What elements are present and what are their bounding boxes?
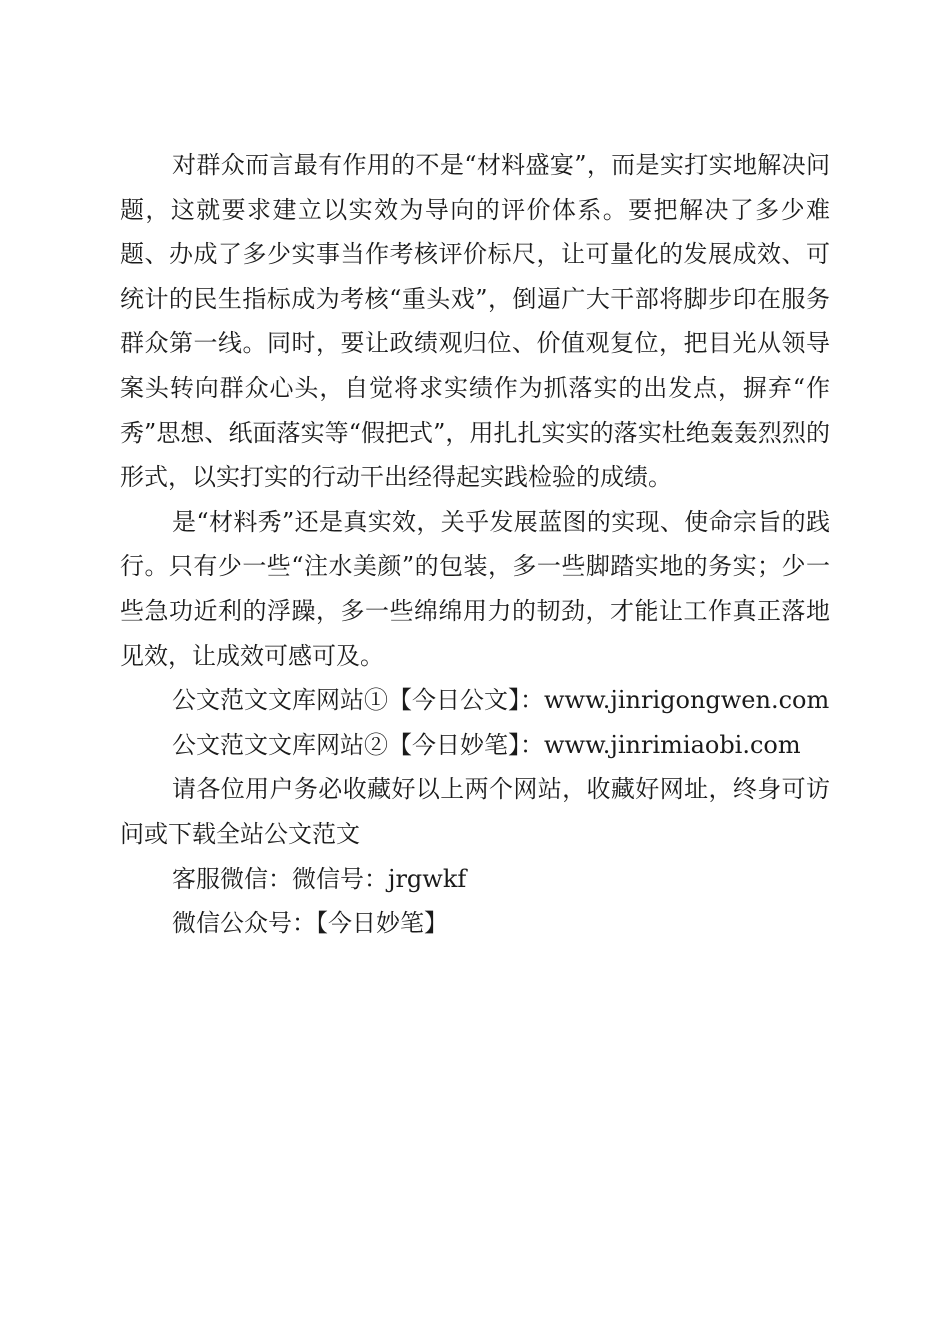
body-paragraph-2: 是“材料秀”还是真实效，关乎发展蓝图的实现、使命宗旨的践行。只有少一些“注水美颜”的包装，多一些脚踏实地的务实；少一些急功近利的浮躁，多一些绵绵用力的韧劲，才能让工作真正落地见效，让成效可感可及。	[120, 507, 830, 670]
document-page	[120, 143, 830, 946]
wechat-public-line: 微信公众号：【今日妙笔】	[172, 909, 448, 938]
body-paragraph-1: 对群众而言最有作用的不是“材料盛宴”，而是实打实地解决问题，这就要求建立以实效为导向的评价体系。要把解决了多少难题、办成了多少实事当作考核评价标尺，让可量化的发展成效、可统计的民生指标成为考核“重头戏”，倒逼广大干部将脚步印在服务群众第一线。同时，要让政绩观归位、价值观复位，把目光从领导案头转向群众心头，自觉将求实绩作为抓落实的出发点，摒弃“作秀”思想、纸面落实等“假把式”，用扎扎实实的落实杜绝轰轰烈烈的形式，以实打实的行动干出经得起实践检验的成绩。	[120, 151, 830, 492]
wechat-service-line: 客服微信：微信号：jrgwkf	[172, 864, 467, 893]
bookmark-notice: 请各位用户务必收藏好以上两个网站，收藏好网址，终身可访问或下载全站公文范文	[120, 775, 830, 848]
site-link-line-1: 公文范文文库网站①【今日公文】：www.jinrigongwen.com	[172, 686, 830, 715]
site-link-line-2: 公文范文文库网站②【今日妙笔】：www.jinrimiaobi.com	[172, 730, 801, 759]
